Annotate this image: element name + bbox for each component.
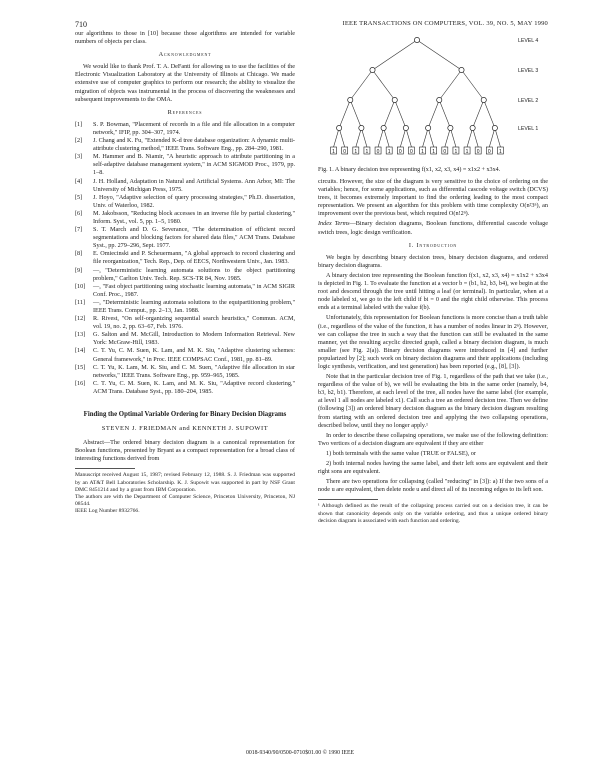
tree-edge [473,128,479,147]
abstract-text: Abstract—The ordered binary decision diagram is a canonical representation for Boolean functions, presented by Bryant as a compact representation for a broad class of interesting functions derived from [75,439,295,463]
leaf-value: 0 [487,148,491,155]
leaf-value: 1 [465,148,469,155]
reference-item [75,315,295,331]
tree-node [481,97,486,102]
reference-text: S. P. Bowman, "Placement of records in a file and file allocation in a computer network," IFIP, pp. 304–307, 1974. [93,120,295,136]
tree-edge [378,128,384,147]
reference-text: C. T. Yu, C. M. Suen, K. Lam, and M. K. Siu, "Adaptive record clustering," ACM Trans. Database Syst., pp. 180–204, 1985. [93,379,295,395]
level-label: LEVEL 2 [518,98,539,104]
paragraph: A binary decision tree representing the Boolean function f(x1, x2, x3, x4) = x1x2 + x3x4 is depicted in Fig. 1. To evaluate the function at a vector b = (b1, b2, b3, b4), we begin at the root and descend through the tree until hitting a leaf (or terminal). In particular, when at a node labeled xi, we go to the left child if bi = 0 and the right child otherwise. This process ends at a terminal labeled with the value f(b). [318,271,548,312]
reference-number: [13] [75,331,86,339]
reference-number: [1] [75,120,83,128]
reference-text: J. Hoyo, "Adaptive selection of query processing strategies," Ph.D. dissertation, Univ. of Waterloo, 1982. [93,193,295,209]
index-terms [318,220,548,236]
reference-list [75,121,295,396]
leaf-value: 0 [343,148,347,155]
page-number: 710 [75,20,87,29]
copyright-line: 0018-9340/90/0500-0710$01.00 © 1990 IEEE [245,750,355,756]
tree-node [470,125,475,130]
paper-authors: STEVEN J. FRIEDMAN and KENNETH J. SUPOWIT [101,425,269,433]
tree-node [426,125,431,130]
leaf-value: 1 [499,148,502,155]
tree-edge [467,128,473,147]
reference-text: —, "Deterministic learning automata solutions to the equipartitioning problem," IEEE Trans. Comput., pp. 2–13, Jan. 1988. [93,298,295,314]
reference-item [75,299,295,315]
reference-item [75,364,295,380]
reference-text: —, "Deterministic learning automata solutions to the object partitioning problem," Carlton Univ. Tech. Rep. SCS-TR 84, Nov. 1985. [93,266,295,282]
tree-node [437,97,442,102]
reference-text: G. Salton and M. McGill, Introduction to Modern Information Retrieval. New York: McGraw-Hill, 1983. [93,331,295,347]
reference-item [75,153,295,177]
index-terms-text: —Binary decision diagrams, Boolean functions, differential cascode voltage switch trees, logic design verification. [318,220,548,236]
leaf-value: 1 [421,148,424,155]
index-terms-label: Index Terms [318,220,350,228]
tree-edge [428,100,439,128]
reference-number: [15] [75,363,86,371]
tree-edge [417,40,462,70]
tree-edge [339,128,345,147]
tree-node [403,125,408,130]
tree-edge [439,70,461,100]
reference-text: C. T. Yu, C. M. Suen, K. Lam, and M. K. Siu, "Adaptive clustering schemes: General framework," in Proc. IEEE COMPSAC Conf., 1981, pp. 81–89. [93,347,295,363]
reference-item [75,121,295,137]
reference-item [75,250,295,266]
running-header: IEEE TRANSACTIONS ON COMPUTERS, VOL. 39, NO. 5, MAY 1990 [342,20,548,27]
tree-node [392,97,397,102]
level-label: LEVEL 3 [518,68,539,74]
reference-item [75,226,295,250]
tree-edge [495,128,501,147]
reference-item [75,283,295,299]
footnote-manuscript: Manuscript received August 15, 1987; revised February 12, 1988. S. J. Friedman was supported by an AT&T Bell Laboratories Scholarship. K. J. Supowit was supported in part by NSF Grant DMC 8451214 and by a grant from IBM Corporation. [75,472,295,493]
reference-number: [5] [75,193,83,201]
tree-node [337,125,342,130]
tree-edge [384,100,395,128]
paragraph: There are two operations for collapsing (called "reducing" in [3]): a) If the two sons of a node u are equivalent, then delete node u and direct all of its incoming edges to its left son. [318,478,548,494]
leaf-value: 0 [410,148,413,155]
reference-number: [16] [75,379,86,387]
reference-text: M. Jakobsson, "Reducing block accesses in an inverse file by partial clustering," Inform. Syst., vol. 5, pp. 1–5, 1980. [93,209,295,225]
tree-edge [423,128,429,147]
decision-tree-diagram [318,30,548,162]
paper-title: Finding the Optimal Variable Ordering for Binary Decision Diagrams [83,411,287,419]
tree-edge [450,128,456,147]
footnote-log-number: IEEE Log Number 8932766. [75,508,140,515]
reference-item [75,137,295,153]
reference-number: [9] [75,266,83,274]
leaf-value: 0 [443,148,447,155]
reference-text: —, "Fast object partitioning using stochastic learning automata," in ACM SIGIR Conf. Proc., 1987. [93,282,295,298]
list-item: 2) both internal nodes having the same label, and their left sons are equivalent and their right sons are equivalent. [318,460,548,476]
acknowledgment-text: We would like to thank Prof. T. A. DeFanti for allowing us to use the facilities of the Electronic Visualization Laboratory at the University of Illinois at Chicago. We made extensive use of computer graphics to perform our research; the ability to visualize the migration of objects was instrumental in the process of discovering the weaknesses and subsequent improvements to the OMA. [75,63,295,103]
leaf-value: 1 [454,148,458,155]
reference-item [75,331,295,347]
footnote-affiliation: The authors are with the Department of Computer Science, Princeton University, Princeton, NJ 08544. [75,494,295,508]
reference-number: [2] [75,137,83,145]
reference-number: [14] [75,347,86,355]
level-label: LEVEL 4 [518,38,539,44]
reference-item [75,178,295,194]
leaf-value: 0 [376,148,380,155]
tree-node [448,125,453,130]
tree-edge [428,128,434,147]
reference-text: J. Chang and K. Fu, "Extended K-d tree database organization: A dynamic multi-attribute clustering method," IEEE Trans. Software Eng., pp. 284–290, 1981. [93,137,295,153]
leaf-value: 1 [354,148,358,155]
reference-text: E. Omiecinski and P. Scheuermann, "A global approach to record clustering and file reorganization," Tech. Rep., Dep. of EECS, Northwestern Univ., Jan. 1983. [93,250,295,266]
tree-edge [395,100,406,128]
leaf-value: 1 [432,148,436,155]
intro-text: our algorithms to those in [10] because those algorithms are intended for variable numbers of objects per class. [75,30,295,46]
tree-node [459,67,464,72]
leaf-value: 1 [332,148,335,155]
reference-text: R. Rivest, "On self-organizing sequential search heuristics," Commun. ACM, vol. 19, no. 2, pp. 63–67, Feb. 1976. [93,315,295,331]
tree-node [348,97,353,102]
tree-node [381,125,386,130]
leaf-value: 1 [365,148,369,155]
tree-edge [406,128,412,147]
tree-node [492,125,497,130]
abstract-continuation: circuits. However, the size of the diagram is very sensitive to the choice of ordering on the variables; hence, for some applications, such as differential cascode voltage switch (DCVS) trees, it becomes extremely important to find the ordering leading to the most compact representation. We present an algorithm for this problem with time complexity O(n²3ⁿ), an improvement over the previous best, which required O(n!2ⁿ). [318,178,548,218]
paragraph: We begin by describing binary decision trees, binary decision diagrams, and ordered binary decision diagrams. [318,253,548,269]
reference-text: S. T. March and D. G. Severance, "The determination of efficient record segmentations and blocking factors for shared data files," ACM Trans. Database Syst., pp. 279–296, Sept. 1977. [93,226,295,250]
tree-edge [361,128,367,147]
tree-edge [373,40,418,70]
tree-edge [384,128,390,147]
tree-edge [400,128,406,147]
tree-edge [489,128,495,147]
figure-1 [318,30,548,180]
footnote-rule [318,499,378,500]
tree-edge [339,100,350,128]
reference-item [75,347,295,363]
level-label: LEVEL 1 [518,126,539,132]
tree-edge [350,70,372,100]
tree-node [370,67,375,72]
reference-text: M. Hammer and B. Niamir, "A heuristic approach to attribute partitioning in a self-adaptive database management system," in ACM SIGMOD Proc., 1979, pp. 1–8. [93,153,295,177]
footnote-rule [75,468,135,469]
reference-number: [7] [75,226,83,234]
leaf-value: 0 [398,148,402,155]
tree-edge [439,100,450,128]
leaf-value: 0 [476,148,480,155]
left-column [75,30,295,516]
reference-text: J. H. Holland, Adaptation in Natural and Artificial Systems. Ann Arbor, MI: The University of Michigan Press, 1975. [93,177,295,193]
footnote-definition: ¹ Although defined as the result of the collapsing process carried out on a decision tree, it can be shown that canonicity depends only on the variable ordering, and thus a unique ordered binary decision diagram is associated with each function and ordering. [318,503,548,524]
tree-edge [356,128,362,147]
right-column [318,178,548,525]
reference-item [75,210,295,226]
reference-item [75,267,295,283]
paragraph: In order to describe these collapsing operations, we make use of the following definition: Two vertices of a decision diagram are equivalent if they are either [318,431,548,447]
tree-edge [462,70,484,100]
paragraph: Note that in the particular decision tree of Fig. 1, regardless of the path that we take (i.e., regardless of the value of b), we will be evaluating the bits in the same order (namely, b4, b3, b2, b1). Therefore, at each level of the tree, all nodes have the same label (for example, at level 1 all nodes are labeled x1). Call such a tree an ordered decision tree. Then we define (following [3]) an ordered binary decision diagram as the binary decision diagram resulting from starting with an ordered decision tree and applying the two collapsing operations, described below, until they no longer apply.¹ [318,373,548,429]
reference-number: [4] [75,177,83,185]
reference-number: [11] [75,298,86,306]
tree-node [414,37,419,42]
reference-item [75,380,295,396]
tree-edge [350,100,361,128]
references-heading: References [167,108,203,116]
tree-edge [334,128,340,147]
reference-text: C. T. Yu, K. Lam, M. K. Siu, and C. M. Suen, "Adaptive file allocation in star networks," IEEE Trans. Software Eng., pp. 959–965, 1985. [93,363,295,379]
paragraph: Unfortunately, this representation for Boolean functions is more concise than a truth table (i.e., regardless of the value of the function, it has a number of nodes linear in 2ⁿ). However, we can collapse the tree in such a way that the function can still be evaluated in the same manner, yet the resulting acyclic directed graph, called a binary decision diagram, is much smaller (see Fig. 2(a)). Binary decision diagrams were introduced in [4] and further popularized by [2]; such work on binary decision diagrams and their applications (including logic synthesis, verification, and test generation) has been reported (e.g., [8], [3]). [318,314,548,370]
leaf-value: 1 [387,148,391,155]
reference-number: [6] [75,209,83,217]
introduction-heading: I. Introduction [408,241,458,249]
tree-node [359,125,364,130]
reference-number: [12] [75,315,86,323]
tree-edge [373,70,395,100]
reference-number: [8] [75,250,83,258]
tree-edge [445,128,451,147]
tree-edge [473,100,484,128]
reference-number: [10] [75,282,86,290]
acknowledgment-heading: Acknowledgment [158,51,212,59]
reference-number: [3] [75,153,83,161]
reference-item [75,194,295,210]
tree-edge [484,100,495,128]
list-item: 1) both terminals with the same value (TRUE or FALSE), or [326,449,476,457]
figure-caption: Fig. 1. A binary decision tree representing f(x1, x2, x3, x4) = x1x2 + x3x4. [318,167,501,173]
